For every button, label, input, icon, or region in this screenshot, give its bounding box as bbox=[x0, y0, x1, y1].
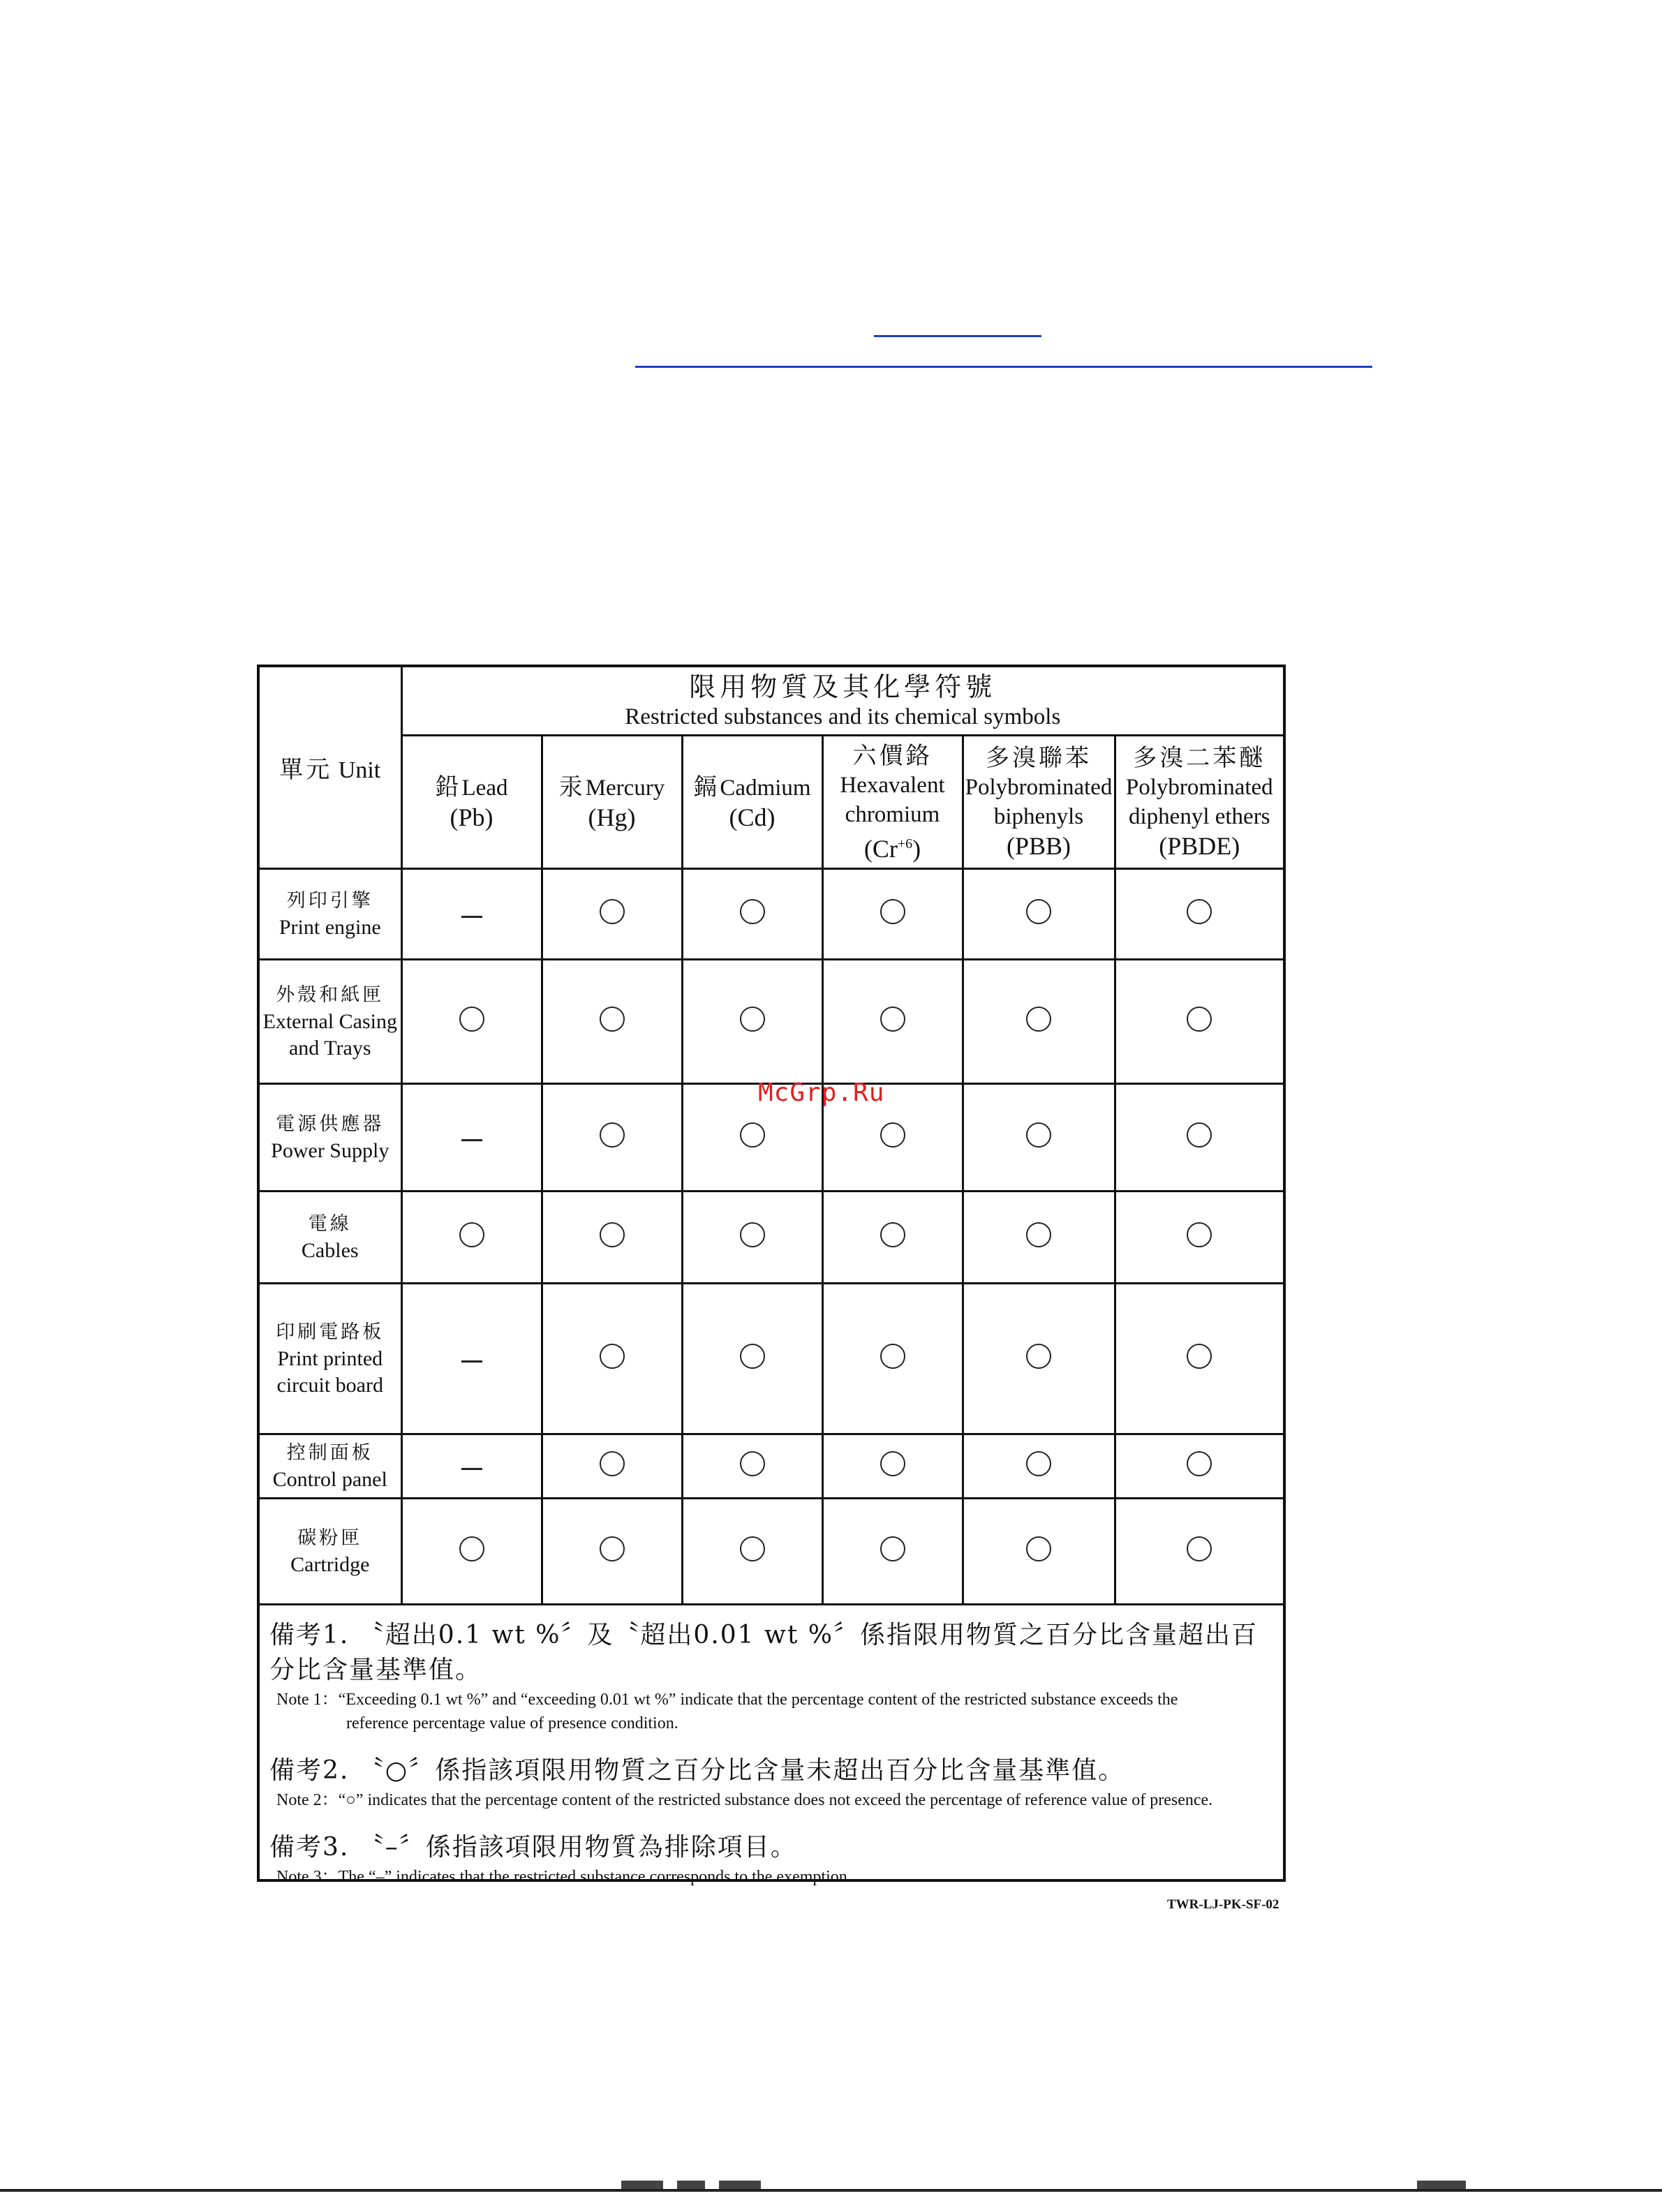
circle-mark-icon bbox=[459, 1536, 484, 1561]
circle-mark-icon bbox=[1026, 1222, 1051, 1247]
substance-mark-cell bbox=[963, 1084, 1115, 1192]
document-code: TWR-LJ-PK-SF-02 bbox=[1167, 1897, 1279, 1912]
note-en: Note 1：“Exceeding 0.1 wt %” and “exceeding 0.01 wt %” indicate that the percentage content of the restricted substance exceeds the bbox=[276, 1691, 1178, 1709]
circle-mark-icon bbox=[1026, 1451, 1051, 1476]
circle-mark-icon bbox=[1026, 899, 1051, 924]
rohs-declaration-table bbox=[257, 665, 1286, 1886]
substance-mark-cell bbox=[822, 1192, 963, 1284]
note-zh: 備考2. 〝○〞係指該項限用物質之百分比含量未超出百分比含量基準值。 bbox=[269, 1756, 1125, 1785]
substance-symbol: (PBDE) bbox=[1159, 832, 1240, 860]
unit-name-en: Cartridge bbox=[290, 1552, 370, 1576]
substance-name-en: Polybrominated bbox=[965, 775, 1113, 800]
substance-table bbox=[260, 667, 1283, 1605]
substance-mark-cell bbox=[401, 1192, 542, 1284]
substance-header bbox=[401, 736, 542, 869]
circle-mark-icon bbox=[1187, 1451, 1212, 1476]
substance-mark-cell bbox=[1115, 1434, 1283, 1499]
unit-name-en: External Casing and Trays bbox=[262, 1009, 397, 1060]
circle-mark-icon bbox=[1026, 1536, 1051, 1561]
substance-mark-cell bbox=[401, 960, 542, 1084]
circle-mark-icon bbox=[600, 1344, 625, 1369]
table-row bbox=[260, 1499, 1283, 1605]
unit-name-zh: 外殼和紙匣 bbox=[276, 983, 385, 1006]
substance-mark-cell bbox=[682, 1499, 822, 1605]
unit-name-cell bbox=[260, 1192, 401, 1284]
circle-mark-icon bbox=[880, 1122, 905, 1148]
circle-mark-icon bbox=[1187, 899, 1212, 924]
circle-mark-icon bbox=[740, 1122, 765, 1148]
unit-name-cell bbox=[260, 869, 401, 960]
unit-name-cell bbox=[260, 1499, 401, 1605]
substance-mark-cell bbox=[542, 960, 682, 1084]
substance-mark-cell bbox=[682, 960, 822, 1084]
circle-mark-icon bbox=[1187, 1122, 1212, 1148]
unit-name-zh: 列印引擎 bbox=[286, 889, 373, 912]
substance-mark-cell bbox=[401, 869, 542, 960]
dash-mark-icon bbox=[461, 1139, 482, 1141]
substance-mark-cell bbox=[963, 1284, 1115, 1434]
substance-mark-cell bbox=[822, 1434, 963, 1499]
circle-mark-icon bbox=[1026, 1122, 1051, 1148]
footer-fragment bbox=[1417, 2181, 1466, 2189]
circle-mark-icon bbox=[740, 899, 765, 924]
circle-mark-icon bbox=[740, 1536, 765, 1561]
substance-mark-cell bbox=[542, 1084, 682, 1192]
watermark: McGrp.Ru bbox=[758, 1078, 885, 1107]
substance-mark-cell bbox=[822, 960, 963, 1084]
dash-mark-icon bbox=[461, 916, 482, 918]
substance-name-en-line2: diphenyl ethers bbox=[1129, 804, 1270, 829]
unit-name-zh: 控制面板 bbox=[286, 1441, 373, 1464]
substance-mark-cell bbox=[963, 960, 1115, 1084]
circle-mark-icon bbox=[1187, 1344, 1212, 1369]
unit-name-cell bbox=[260, 1434, 401, 1499]
circle-mark-icon bbox=[459, 1007, 484, 1032]
circle-mark-icon bbox=[880, 1536, 905, 1561]
substance-symbol: (Cd) bbox=[729, 803, 776, 831]
circle-mark-icon bbox=[1026, 1344, 1051, 1369]
unit-name-cell bbox=[260, 1084, 401, 1192]
substance-mark-cell bbox=[963, 869, 1115, 960]
substance-name-zh: 鉛 bbox=[435, 773, 462, 801]
substance-name-en-line2: chromium bbox=[845, 801, 940, 827]
circle-mark-icon bbox=[1187, 1222, 1212, 1247]
table-row bbox=[260, 960, 1283, 1084]
hyperlink-underline[interactable] bbox=[635, 366, 1372, 368]
circle-mark-icon bbox=[740, 1344, 765, 1369]
circle-mark-icon bbox=[600, 1007, 625, 1032]
substance-name-en: Cadmium bbox=[720, 775, 811, 801]
substances-group-header bbox=[401, 667, 1283, 736]
circle-mark-icon bbox=[600, 1536, 625, 1561]
substance-mark-cell bbox=[542, 1499, 682, 1605]
footer-fragment bbox=[677, 2181, 705, 2189]
substance-mark-cell bbox=[963, 1192, 1115, 1284]
substance-name-zh: 多溴聯苯 bbox=[986, 744, 1092, 772]
substance-mark-cell bbox=[1115, 960, 1283, 1084]
substance-name-en: Lead bbox=[461, 775, 508, 801]
group-title-zh: 限用物質及其化學符號 bbox=[689, 671, 997, 702]
unit-name-zh: 碳粉匣 bbox=[297, 1527, 363, 1549]
footer-divider bbox=[0, 2189, 1662, 2192]
substance-symbol: $(Cr^{+6})$ bbox=[863, 834, 921, 863]
note-en: Note 2：“○” indicates that the percentage content of the restricted substance does not exceed the percentage of reference value of presence. bbox=[276, 1791, 1213, 1809]
substance-symbol: (PBB) bbox=[1006, 832, 1071, 860]
substance-name-en: Hexavalent bbox=[840, 772, 945, 798]
unit-name-cell bbox=[260, 1284, 401, 1434]
substance-name-zh: 汞 bbox=[558, 773, 586, 801]
substance-mark-cell bbox=[1115, 1284, 1283, 1434]
unit-name-en: Control panel bbox=[272, 1467, 387, 1491]
substance-mark-cell bbox=[542, 1192, 682, 1284]
substance-mark-cell bbox=[1115, 1499, 1283, 1605]
substance-mark-cell bbox=[822, 1499, 963, 1605]
table-row bbox=[260, 1284, 1283, 1434]
unit-name-en: Print engine bbox=[279, 915, 381, 939]
unit-name-zh: 印刷電路板 bbox=[276, 1321, 385, 1343]
substance-name-en: Polybrominated bbox=[1125, 775, 1273, 800]
substance-header bbox=[1115, 736, 1283, 869]
substance-mark-cell bbox=[542, 1434, 682, 1499]
substance-mark-cell bbox=[542, 1284, 682, 1434]
circle-mark-icon bbox=[880, 1222, 905, 1247]
substance-symbol: (Hg) bbox=[588, 803, 636, 831]
circle-mark-icon bbox=[880, 1007, 905, 1032]
circle-mark-icon bbox=[740, 1451, 765, 1476]
circle-mark-icon bbox=[600, 1451, 625, 1476]
unit-name-zh: 電線 bbox=[308, 1212, 352, 1235]
substance-mark-cell bbox=[822, 869, 963, 960]
substance-mark-cell bbox=[682, 1284, 822, 1434]
substance-mark-cell bbox=[963, 1499, 1115, 1605]
substance-mark-cell bbox=[401, 1084, 542, 1192]
unit-label-en: Unit bbox=[338, 757, 381, 783]
substance-mark-cell bbox=[822, 1284, 963, 1434]
footer-fragment bbox=[621, 2181, 663, 2189]
note-en: Note 3：The “–” indicates that the restricted substance corresponds to the exemption. bbox=[276, 1868, 852, 1886]
dash-mark-icon bbox=[461, 1468, 482, 1470]
substance-mark-cell bbox=[1115, 869, 1283, 960]
circle-mark-icon bbox=[600, 1222, 625, 1247]
circle-mark-icon bbox=[880, 1344, 905, 1369]
note-en-continuation: reference percentage value of presence condition. bbox=[346, 1714, 678, 1732]
substance-mark-cell bbox=[682, 1434, 822, 1499]
substance-mark-cell bbox=[1115, 1192, 1283, 1284]
substance-header bbox=[542, 736, 682, 869]
circle-mark-icon bbox=[1187, 1007, 1212, 1032]
unit-header bbox=[260, 667, 401, 869]
table-row bbox=[260, 1434, 1283, 1499]
substance-mark-cell bbox=[401, 1499, 542, 1605]
circle-mark-icon bbox=[600, 899, 625, 924]
table-row bbox=[260, 1192, 1283, 1284]
substance-mark-cell bbox=[682, 1192, 822, 1284]
circle-mark-icon bbox=[880, 1451, 905, 1476]
unit-name-en: Cables bbox=[301, 1238, 359, 1262]
substance-mark-cell bbox=[401, 1434, 542, 1499]
note-zh: 備考3. 〝–〞係指該項限用物質為排除項目。 bbox=[269, 1833, 797, 1862]
substance-name-zh: 多溴二苯醚 bbox=[1133, 744, 1266, 772]
circle-mark-icon bbox=[1187, 1536, 1212, 1561]
substance-name-zh: 六價鉻 bbox=[852, 741, 933, 770]
substance-name-zh: 鎘 bbox=[693, 773, 720, 801]
circle-mark-icon bbox=[880, 899, 905, 924]
unit-name-en: Print printed circuit board bbox=[276, 1346, 383, 1397]
circle-mark-icon bbox=[1026, 1007, 1051, 1032]
substance-mark-cell bbox=[1115, 1084, 1283, 1192]
unit-name-cell bbox=[260, 960, 401, 1084]
substance-mark-cell bbox=[963, 1434, 1115, 1499]
substance-symbol: (Pb) bbox=[450, 803, 494, 831]
dash-mark-icon bbox=[461, 1360, 482, 1363]
unit-name-zh: 電源供應器 bbox=[276, 1113, 385, 1135]
note-zh: 備考1. 〝超出0.1 wt %〞及〝超出0.01 wt %〞係指限用物質之百分比含量超出百分比含量基準值。 bbox=[269, 1621, 1258, 1684]
notes-section bbox=[260, 1605, 1283, 1889]
circle-mark-icon bbox=[459, 1222, 484, 1247]
substance-name-en: Mercury bbox=[585, 775, 665, 801]
substance-header bbox=[963, 736, 1115, 869]
substance-header bbox=[682, 736, 822, 869]
hyperlink-underline[interactable] bbox=[874, 335, 1041, 337]
substance-header bbox=[822, 736, 963, 869]
group-title-en: Restricted substances and its chemical symbols bbox=[625, 704, 1061, 729]
substance-mark-cell bbox=[401, 1284, 542, 1434]
circle-mark-icon bbox=[600, 1122, 625, 1148]
unit-label-zh: 單元 bbox=[279, 756, 333, 784]
substance-mark-cell bbox=[682, 869, 822, 960]
substance-mark-cell bbox=[542, 869, 682, 960]
substance-name-en-line2: biphenyls bbox=[993, 804, 1084, 829]
footer-fragment bbox=[719, 2181, 761, 2189]
unit-name-en: Power Supply bbox=[271, 1138, 389, 1162]
circle-mark-icon bbox=[740, 1007, 765, 1032]
table-row bbox=[260, 869, 1283, 960]
circle-mark-icon bbox=[740, 1222, 765, 1247]
